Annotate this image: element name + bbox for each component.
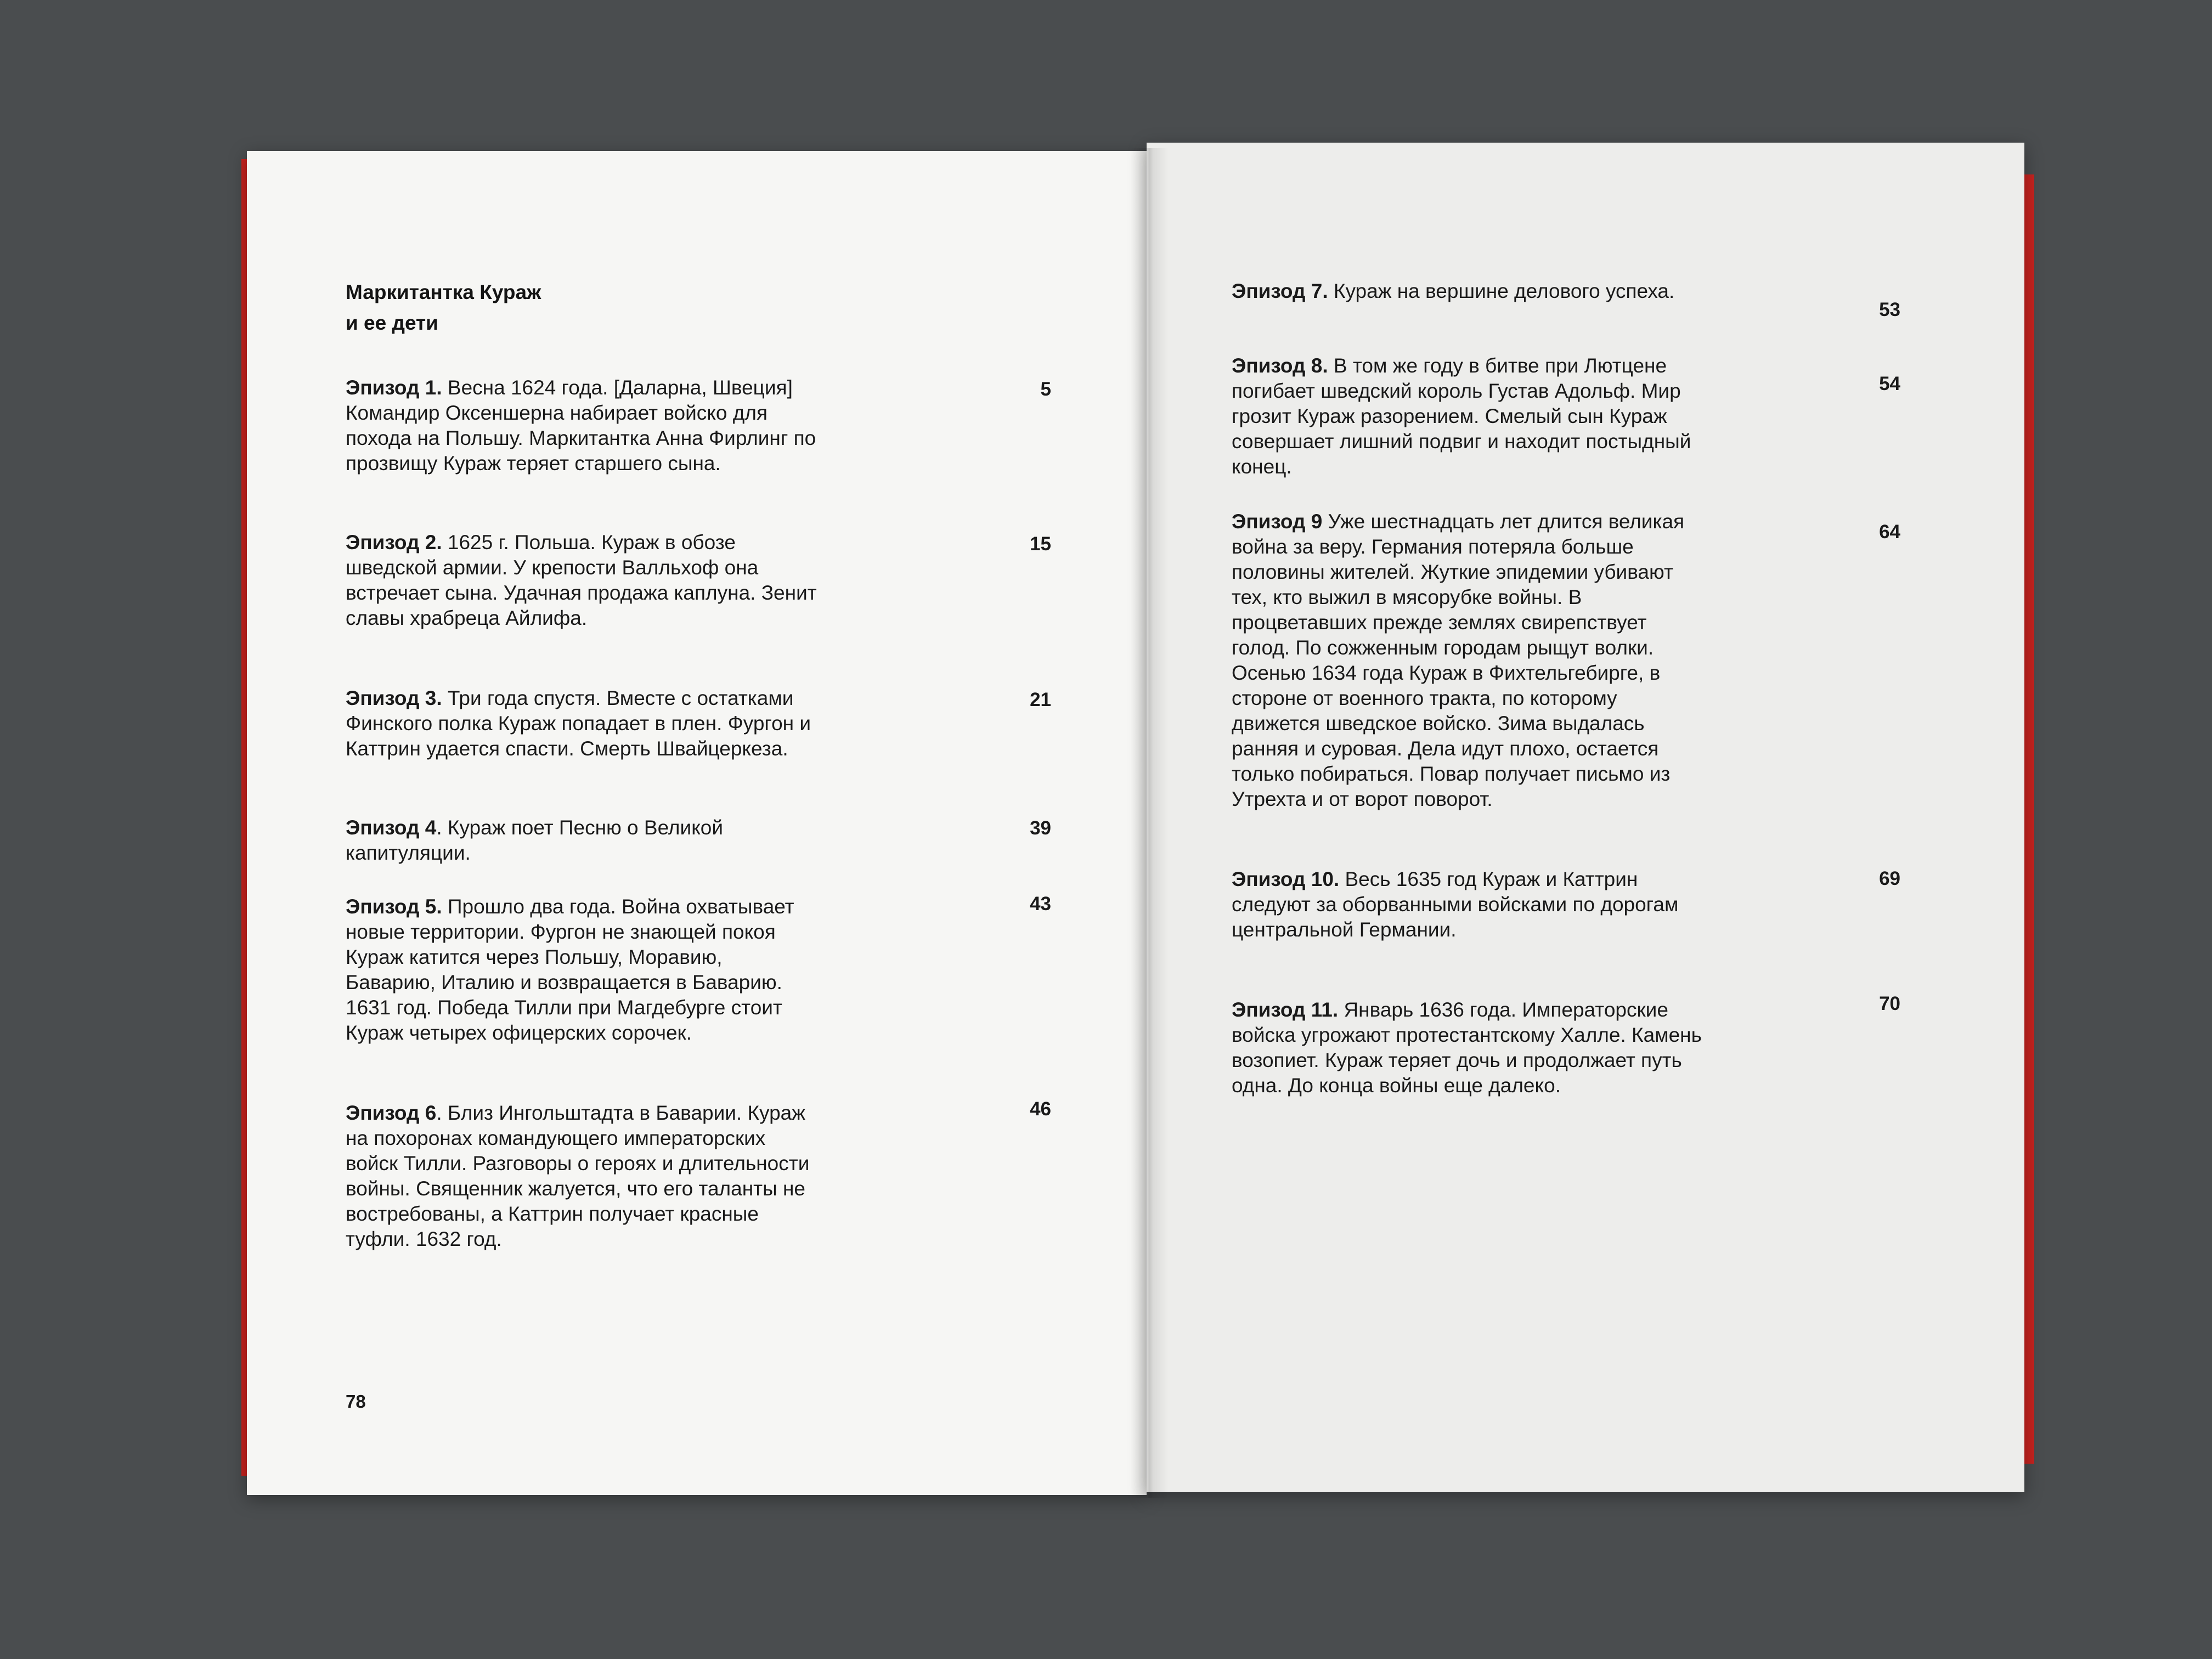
episode-11-page: 70 <box>1879 993 1900 1014</box>
episode-9-page: 64 <box>1879 521 1900 543</box>
episode-8-page: 54 <box>1879 373 1900 394</box>
episode-7 <box>1232 279 1703 304</box>
episode-text: В том же году в битве при Лютцене погибает шведский король Густав Адольф. Мир грозит Кураж разорением. Смелый сын Кураж совершает лишний подвиг и находит постыдный конец. <box>1232 354 1691 478</box>
page-number: 78 <box>346 1391 366 1412</box>
episode-10 <box>1232 867 1703 943</box>
episode-2-page: 15 <box>1030 533 1051 555</box>
episode-3 <box>346 686 817 761</box>
episode-label: Эпизод 8. <box>1232 354 1328 377</box>
episode-text: Весь 1635 год Кураж и Каттрин следуют за оборванными войсками по дорогам центральной Германии. <box>1232 868 1679 941</box>
episode-text: Уже шестнадцать лет длится великая война за веру. Германия потеряла больше половины жителей. Жуткие эпидемии убивают тех, кто выжил в мясорубке войны. В процветавших прежде землях свирепствует голод. По сожженным городам рыщут волки. Осенью 1634 года Кураж в Фихтельгебирге, в стороне от военного тракта, по которому движется шведское войско. Зима выдалась ранняя и суровая. Дела идут плохо, остается только побираться. Повар получает письмо из Утрехта и от ворот поворот. <box>1232 510 1685 810</box>
episode-label: Эпизод 5. <box>346 895 442 918</box>
episode-9 <box>1232 509 1703 812</box>
title-line-1: Маркитантка Кураж <box>346 281 541 303</box>
book-title <box>346 277 541 338</box>
episode-8 <box>1232 353 1703 479</box>
title-line-2: и ее дети <box>346 312 438 334</box>
episode-5-page: 43 <box>1030 893 1051 915</box>
episode-10-page: 69 <box>1879 868 1900 889</box>
episode-2 <box>346 530 817 631</box>
episode-1-page: 5 <box>1040 379 1051 400</box>
episode-6-page: 46 <box>1030 1098 1051 1120</box>
episode-text: . Близ Ингольштадта в Баварии. Кураж на похоронах командующего императорских войск Тилли. Разговоры о героях и длительности войны. Священник жалуется, что его таланты не востребованы, а Каттрин получает красные туфли. 1632 год. <box>346 1102 810 1250</box>
episode-text: Весна 1624 года. [Даларна, Швеция] Командир Оксеншерна набирает войско для похода на Польшу. Маркитантка Анна Фирлинг по прозвищу Кураж теряет старшего сына. <box>346 376 816 475</box>
episode-label: Эпизод 6 <box>346 1102 437 1124</box>
episode-label: Эпизод 9 <box>1232 510 1323 533</box>
episode-text: Прошло два года. Война охватывает новые территории. Фургон не знающей покоя Кураж катится через Польшу, Моравию, Баварию, Италию и возвращается в Баварию. 1631 год. Победа Тилли при Магдебурге стоит Кураж четырех офицерских сорочек. <box>346 895 794 1044</box>
episode-label: Эпизод 1. <box>346 376 442 399</box>
episode-text: . Кураж поет Песню о Великой капитуляции. <box>346 816 724 864</box>
episode-4 <box>346 815 817 866</box>
episode-text: 1625 г. Польша. Кураж в обозе шведской армии. У крепости Валльхоф она встречает сына. Удачная продажа каплуна. Зенит славы храбреца Айлифа. <box>346 531 817 629</box>
episode-text: Три года спустя. Вместе с остатками Финского полка Кураж попадает в плен. Фургон и Каттрин удается спасти. Смерть Швайцеркеза. <box>346 687 811 760</box>
episode-label: Эпизод 10. <box>1232 868 1340 890</box>
episode-label: Эпизод 3. <box>346 687 442 709</box>
book-gutter <box>1130 148 1169 1498</box>
episode-label: Эпизод 4 <box>346 816 437 839</box>
episode-3-page: 21 <box>1030 689 1051 710</box>
episode-label: Эпизод 7. <box>1232 280 1328 302</box>
episode-4-page: 39 <box>1030 817 1051 839</box>
episode-5 <box>346 894 817 1046</box>
episode-label: Эпизод 11. <box>1232 998 1339 1021</box>
episode-11 <box>1232 997 1703 1098</box>
right-page <box>1147 143 2024 1492</box>
episode-label: Эпизод 2. <box>346 531 442 554</box>
episode-7-page: 53 <box>1879 299 1900 320</box>
episode-6 <box>346 1101 817 1252</box>
episode-text: Кураж на вершине делового успеха. <box>1328 280 1675 302</box>
episode-text: Январь 1636 года. Императорские войска угрожают протестантскому Халле. Камень возопиет. Кураж теряет дочь и продолжает путь одна. До конца войны еще далеко. <box>1232 998 1702 1097</box>
episode-1 <box>346 375 817 476</box>
